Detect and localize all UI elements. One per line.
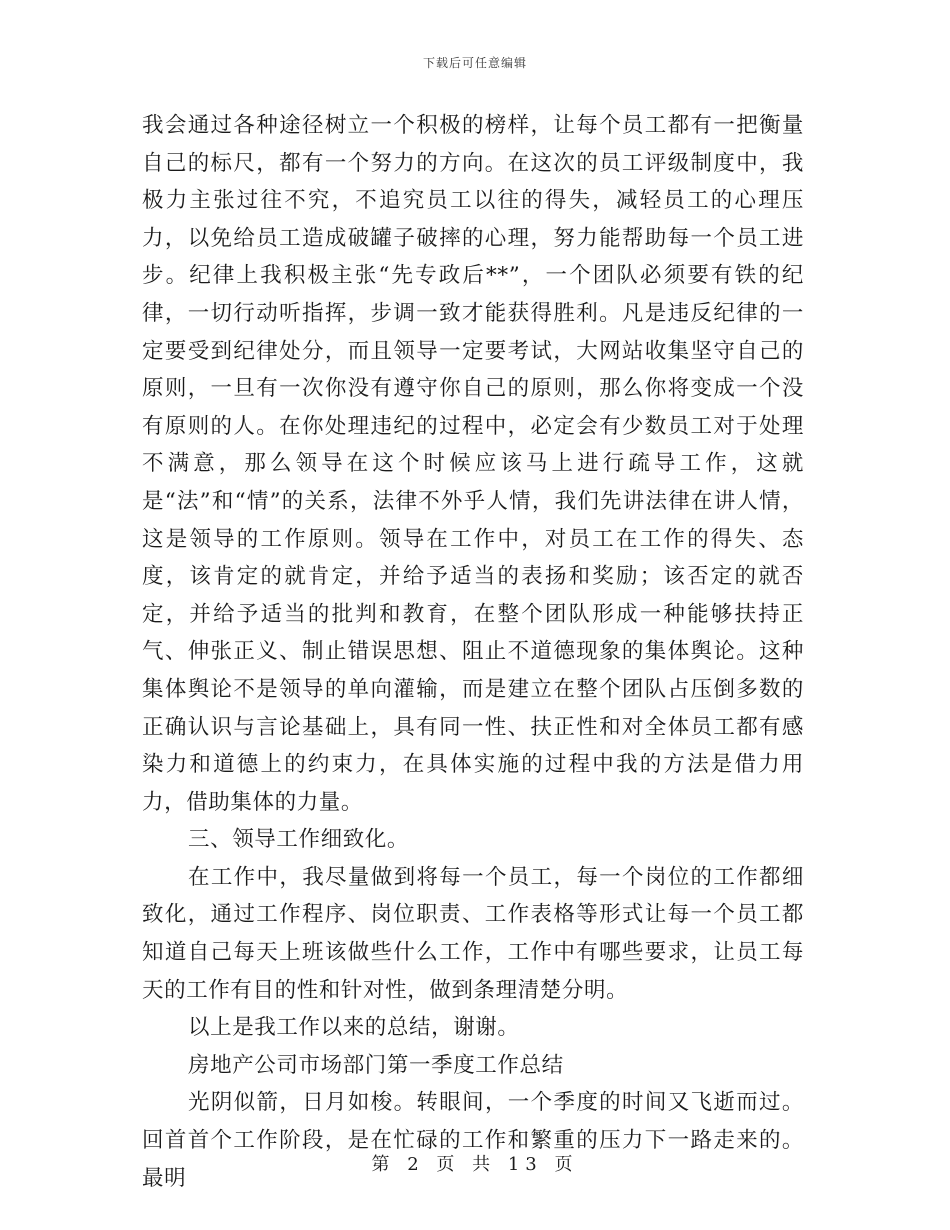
body-paragraph-1: 我会通过各种途径树立一个积极的榜样，让每个员工都有一把衡量自己的标尺，都有一个努力的方向。在这次的员工评级制度中，我极力主张过往不究，不追究员工以往的得失，减轻员工的心理压力，以免给员工造成破罐子破摔的心理，努力能帮助每一个员工进步。纪律上我积极主张“先专政后**”，一个团队必须要有铁的纪律，一切行动听指挥，步调一致才能获得胜利。凡是违反纪律的一定要受到纪律处分，而且领导一定要考试，大网站收集坚守自己的原则，一旦有一次你没有遵守你自己的原则，那么你将变成一个没有原则的人。在你处理违纪的过程中，必定会有少数员工对于处理不满意，那么领导在这个时候应该马上进行疏导工作，这就是“法”和“情”的关系，法律不外乎人情，我们先讲法律在讲人情，这是领导的工作原则。领导在工作中，对员工在工作的得失、态度，该肯定的就肯定，并给予适当的表扬和奖励；该否定的就否定，并给予适当的批判和教育，在整个团队形成一种能够扶持正气、伸张正义、制止错误思想、阻止不道德现象的集体舆论。这种集体舆论不是领导的单向灌输，而是建立在整个团队占压倒多数的正确认识与言论基础上，具有同一性、扶正性和对全体员工都有感染力和道德上的约束力，在具体实施的过程中我的方法是借力用力，借助集体的力量。 bbox=[142, 113, 804, 815]
section-heading-3: 三、领导工作细致化。 bbox=[188, 827, 410, 853]
page-number-footer: 第 2 页 共 13 页 bbox=[371, 1154, 579, 1175]
body-paragraph-3: 光阴似箭，日月如梭。转眼间，一个季度的时间又飞逝而过。回首首个工作阶段，是在忙碌的工作和繁重的压力下一路走来的。最明 bbox=[142, 1090, 804, 1191]
document-title: 房地产公司市场部门第一季度工作总结 bbox=[188, 1052, 564, 1078]
page-header-note: 下载后可任意编辑 bbox=[422, 56, 527, 70]
closing-remark: 以上是我工作以来的总结，谢谢。 bbox=[188, 1015, 520, 1041]
document-body bbox=[142, 107, 804, 1197]
body-paragraph-2: 在工作中，我尽量做到将每一个员工，每一个岗位的工作都细致化，通过工作程序、岗位职责、工作表格等形式让每一个员工都知道自己每天上班该做些什么工作，工作中有哪些要求，让员工每天的工作有目的性和针对性，做到条理清楚分明。 bbox=[142, 864, 804, 1003]
